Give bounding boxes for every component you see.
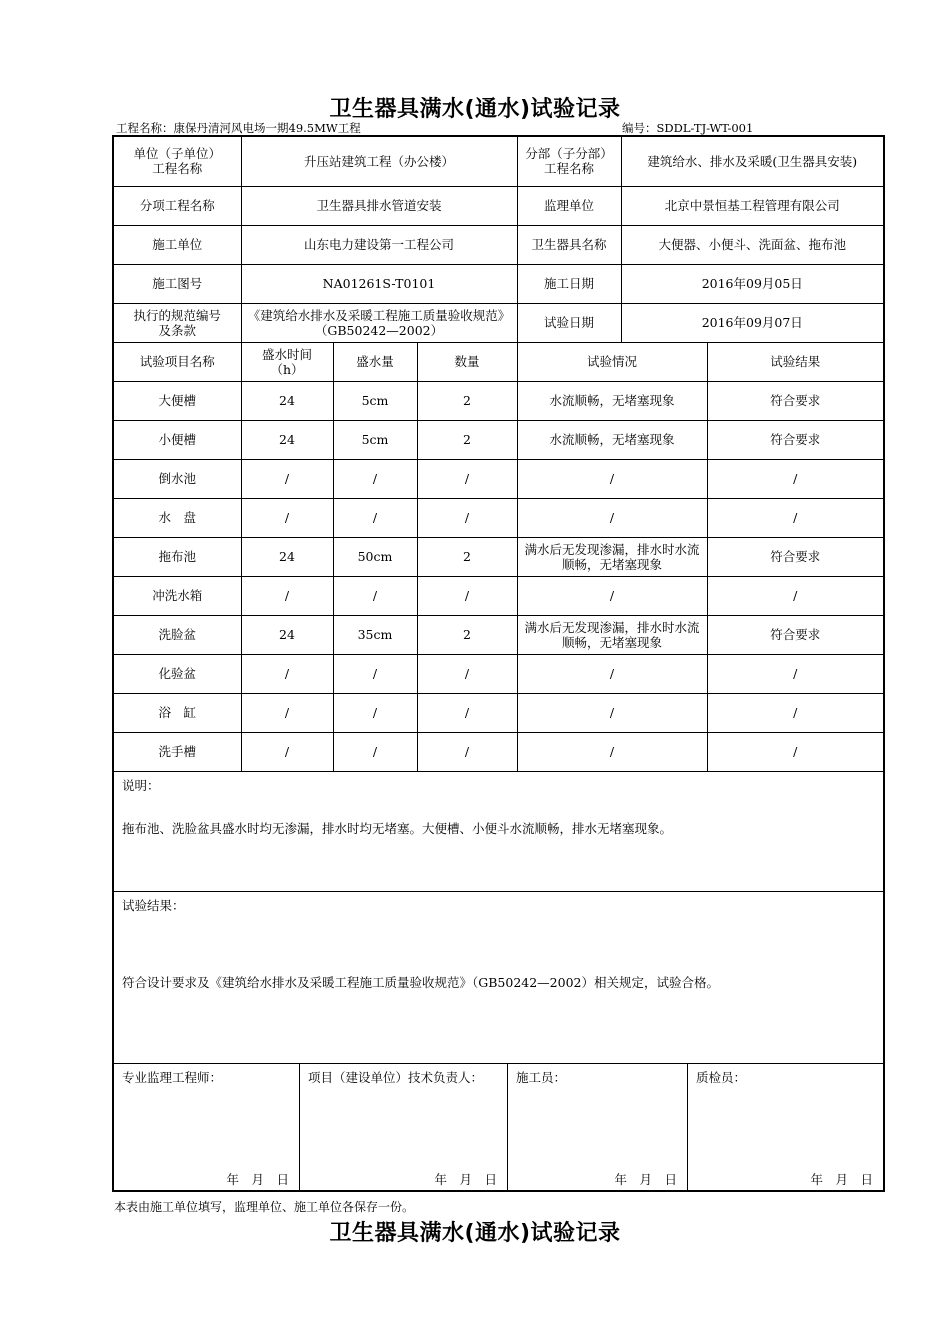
table-cell: / (241, 654, 333, 693)
table-cell: / (241, 498, 333, 537)
signature-date: 年 月 日 (226, 1171, 289, 1187)
table-cell: / (517, 732, 707, 771)
table-cell: / (517, 459, 707, 498)
drawing-value: NA01261S-T0101 (241, 264, 517, 303)
col-header: 试验项目名称 (113, 342, 241, 381)
table-row (113, 576, 884, 615)
table-row (113, 381, 884, 420)
record-table (112, 135, 885, 1192)
test-rows (113, 381, 884, 771)
table-cell: / (241, 732, 333, 771)
table-cell: / (417, 498, 517, 537)
table-cell: 大便槽 (113, 381, 241, 420)
table-cell: 符合要求 (707, 420, 884, 459)
table-cell: 洗脸盆 (113, 615, 241, 654)
result-label: 试验结果： (122, 897, 185, 913)
table-cell: / (333, 732, 417, 771)
table-cell: / (707, 654, 884, 693)
signature-label: 项目（建设单位）技术负责人： (308, 1069, 484, 1085)
table-row (113, 693, 884, 732)
table-cell: 小便槽 (113, 420, 241, 459)
table-cell: / (707, 459, 884, 498)
subunit-value: 建筑给水、排水及采暖(卫生器具安装) (621, 136, 884, 186)
table-cell: 满水后无发现渗漏，排水时水流顺畅，无堵塞现象 (517, 615, 707, 654)
table-cell: 2 (417, 420, 517, 459)
signature-supervisor (114, 1064, 300, 1190)
signature-builder (508, 1064, 688, 1190)
notes-label: 说明： (122, 777, 160, 793)
signature-date: 年 月 日 (614, 1171, 677, 1187)
table-row (113, 498, 884, 537)
table-cell: / (517, 693, 707, 732)
signature-date: 年 月 日 (810, 1171, 874, 1187)
signature-technical-lead (300, 1064, 508, 1190)
build-date-label: 施工日期 (517, 264, 621, 303)
table-row (113, 732, 884, 771)
drawing-label: 施工图号 (113, 264, 241, 303)
table-cell: / (241, 693, 333, 732)
signature-label: 施工员： (516, 1069, 567, 1085)
page-title-repeat: 卫生器具满水(通水)试验记录 (329, 1221, 621, 1246)
table-cell: 35cm (333, 615, 417, 654)
table-cell: 符合要求 (707, 615, 884, 654)
table-cell: 符合要求 (707, 537, 884, 576)
serial-number: 编号：SDDL-TJ-WT-001 (622, 121, 754, 135)
supervisor-value: 北京中景恒基工程管理有限公司 (621, 186, 884, 225)
unit-label: 单位（子单位） 工程名称 (113, 136, 241, 186)
table-cell: / (707, 732, 884, 771)
table-cell: 24 (241, 381, 333, 420)
signature-row (114, 1064, 883, 1190)
signature-label: 质检员： (696, 1069, 747, 1085)
table-cell: 24 (241, 420, 333, 459)
supervisor-label: 监理单位 (517, 186, 621, 225)
fixture-value: 大便器、小便斗、洗面盆、拖布池 (621, 225, 884, 264)
table-cell: / (333, 498, 417, 537)
col-header: 盛水量 (333, 342, 417, 381)
result-text: 符合设计要求及《建筑给水排水及采暖工程施工质量验收规范》（GB50242—2002）相关规定，试验合格。 (122, 974, 719, 990)
table-cell: 洗手槽 (113, 732, 241, 771)
subunit-label: 分部（子分部） 工程名称 (517, 136, 621, 186)
col-header: 试验结果 (707, 342, 884, 381)
col-header: 试验情况 (517, 342, 707, 381)
signature-label: 专业监理工程师： (122, 1069, 223, 1085)
table-cell: / (241, 576, 333, 615)
signature-inspector (688, 1064, 883, 1190)
table-cell: 2 (417, 381, 517, 420)
table-cell: / (333, 576, 417, 615)
table-cell: 5cm (333, 420, 417, 459)
result-cell (113, 891, 884, 1063)
table-cell: / (333, 459, 417, 498)
footer-note: 本表由施工单位填写，监理单位、施工单位各保存一份。 (114, 1200, 415, 1214)
table-cell: / (517, 654, 707, 693)
table-cell: 2 (417, 537, 517, 576)
unit-value: 升压站建筑工程（办公楼） (241, 136, 517, 186)
table-cell: 冲洗水箱 (113, 576, 241, 615)
fixture-label: 卫生器具名称 (517, 225, 621, 264)
table-cell: / (333, 654, 417, 693)
table-cell: 化验盆 (113, 654, 241, 693)
table-cell: 水流顺畅，无堵塞现象 (517, 420, 707, 459)
contractor-value: 山东电力建设第一工程公司 (241, 225, 517, 264)
page-title: 卫生器具满水(通水)试验记录 (329, 97, 621, 122)
table-cell: 5cm (333, 381, 417, 420)
project-name: 工程名称：康保丹清河风电场一期49.5MW工程 (116, 121, 361, 135)
table-cell: 浴 缸 (113, 693, 241, 732)
table-cell: / (417, 459, 517, 498)
table-row (113, 537, 884, 576)
test-date-label: 试验日期 (517, 303, 621, 342)
notes-text: 拖布池、洗脸盆具盛水时均无渗漏，排水时均无堵塞。大便槽、小便斗水流顺畅，排水无堵塞现象。 (122, 820, 673, 836)
table-row (113, 459, 884, 498)
column-header-row (113, 342, 884, 381)
table-row (113, 420, 884, 459)
table-cell: / (241, 459, 333, 498)
table-cell: / (417, 576, 517, 615)
table-cell: / (517, 576, 707, 615)
table-cell: / (417, 732, 517, 771)
table-cell: / (707, 693, 884, 732)
col-header: 数量 (417, 342, 517, 381)
table-cell: 24 (241, 537, 333, 576)
item-label: 分项工程名称 (113, 186, 241, 225)
signature-cell (113, 1063, 884, 1191)
table-cell: 水 盘 (113, 498, 241, 537)
table-cell: / (333, 693, 417, 732)
table-row (113, 615, 884, 654)
table-cell: 2 (417, 615, 517, 654)
table-cell: 拖布池 (113, 537, 241, 576)
table-cell: 符合要求 (707, 381, 884, 420)
spec-label: 执行的规范编号 及条款 (113, 303, 241, 342)
notes-cell (113, 771, 884, 891)
table-cell: 水流顺畅，无堵塞现象 (517, 381, 707, 420)
signature-date: 年 月 日 (434, 1171, 497, 1187)
table-cell: 满水后无发现渗漏，排水时水流顺畅，无堵塞现象 (517, 537, 707, 576)
table-cell: 24 (241, 615, 333, 654)
table-cell: / (417, 693, 517, 732)
col-header: 盛水时间 （h） (241, 342, 333, 381)
table-cell: / (417, 654, 517, 693)
item-value: 卫生器具排水管道安装 (241, 186, 517, 225)
test-date-value: 2016年09月07日 (621, 303, 884, 342)
table-cell: 50cm (333, 537, 417, 576)
table-row (113, 654, 884, 693)
build-date-value: 2016年09月05日 (621, 264, 884, 303)
table-cell: / (707, 498, 884, 537)
table-cell: 倒水池 (113, 459, 241, 498)
table-cell: / (707, 576, 884, 615)
spec-value: 《建筑给水排水及采暖工程施工质量验收规范》（GB50242—2002） (241, 303, 517, 342)
contractor-label: 施工单位 (113, 225, 241, 264)
table-cell: / (517, 498, 707, 537)
